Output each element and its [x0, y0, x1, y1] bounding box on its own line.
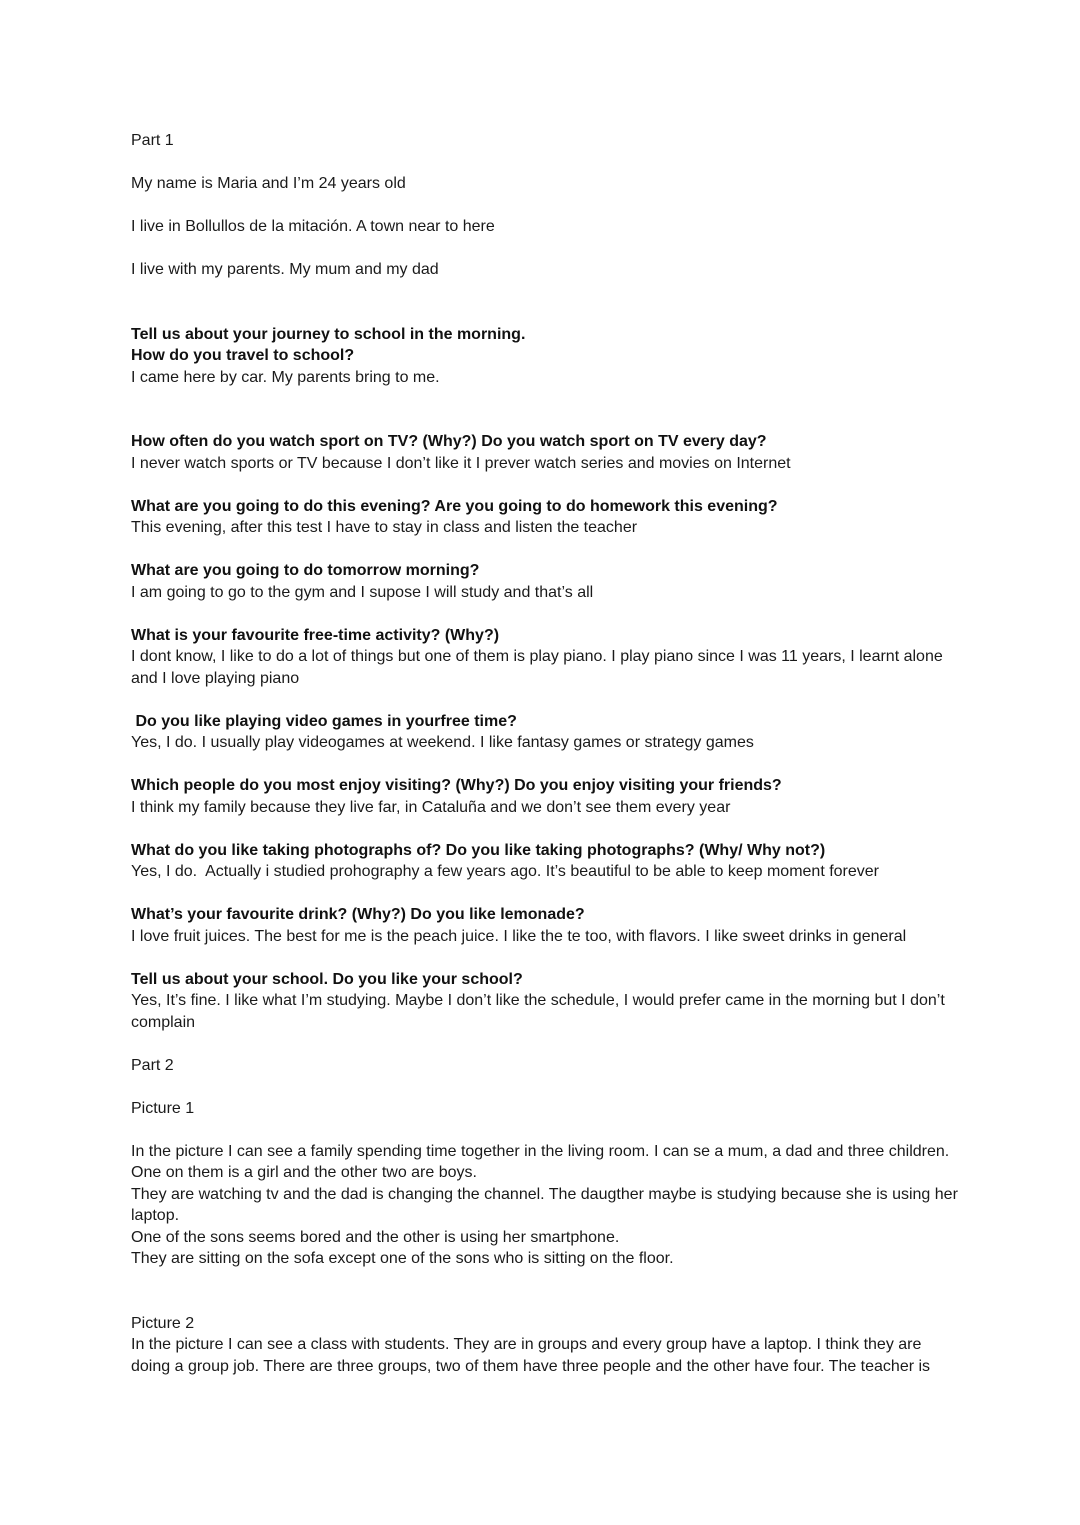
question: How do you travel to school?	[131, 347, 355, 364]
picture1-label: Picture 1	[131, 1099, 195, 1117]
question: What’s your favourite drink? (Why?) Do you like lemonade?	[131, 906, 585, 923]
picture1-description	[131, 1141, 961, 1270]
picture2-label: Picture 2	[131, 1314, 195, 1332]
question: What are you going to do tomorrow morning?	[131, 562, 480, 579]
qa-block-evening	[131, 496, 961, 539]
qa-block-visiting	[131, 775, 961, 818]
answer: I am going to go to the gym and I supose I will study and that’s all	[131, 583, 594, 601]
answer: This evening, after this test I have to stay in class and listen the teacher	[131, 519, 638, 536]
picture2-paragraph: In the picture I can see a class with students. They are in groups and every group have a laptop. I think they are doing a group job. There are three groups, two of them have three people and the other have four. The teacher is	[131, 1336, 931, 1375]
answer: I came here by car. My parents bring to me.	[131, 368, 440, 386]
question: How often do you watch sport on TV? (Why?) Do you watch sport on TV every day?	[131, 433, 767, 450]
question: Which people do you most enjoy visiting? (Why?) Do you enjoy visiting your friends?	[131, 777, 782, 794]
answer: Yes, It’s fine. I like what I’m studying. Maybe I don’t like the schedule, I would prefer came in the morning but I don’t complain	[131, 992, 945, 1031]
question: What are you going to do this evening? Are you going to do homework this evening?	[131, 497, 778, 515]
qa-block-tomorrow	[131, 560, 961, 603]
qa-block-drink	[131, 904, 961, 947]
answer: Yes, I do. Actually i studied prohography a few years ago. It’s beautiful to be able to keep moment forever	[131, 863, 880, 880]
question: What is your favourite free-time activity? (Why?)	[131, 626, 500, 644]
answer: I think my family because they live far, in Cataluña and we don’t see them every year	[131, 798, 731, 816]
answer: I dont know, I like to do a lot of things but one of them is play piano. I play piano since I was 11 years, I learnt alone and I love playing piano	[131, 648, 943, 687]
qa-block-free-time	[131, 625, 961, 690]
question: What do you like taking photographs of? Do you like taking photographs? (Why/ Why not?)	[131, 841, 826, 859]
part2-heading: Part 2	[131, 1056, 174, 1074]
intro-line-name: My name is Maria and I’m 24 years old	[131, 175, 406, 192]
answer: Yes, I do. I usually play videogames at weekend. I like fantasy games or strategy games	[131, 734, 754, 751]
intro-line-family: I live with my parents. My mum and my dad	[131, 261, 439, 278]
picture1-paragraph: They are sitting on the sofa except one of the sons who is sitting on the floor.	[131, 1250, 674, 1267]
part1-heading: Part 1	[131, 132, 174, 149]
qa-block-journey	[131, 324, 961, 389]
qa-block-school	[131, 969, 961, 1034]
question: Tell us about your journey to school in the morning.	[131, 325, 526, 343]
qa-block-video-games	[131, 711, 961, 754]
qa-block-photographs	[131, 840, 961, 883]
qa-block-sport	[131, 431, 961, 474]
answer: I love fruit juices. The best for me is the peach juice. I like the te too, with flavors. I like sweet drinks in general	[131, 927, 907, 945]
intro-line-town: I live in Bollullos de la mitación. A town near to here	[131, 218, 495, 235]
document-body	[131, 130, 961, 1377]
question: Do you like playing video games in yourfree time?	[131, 712, 517, 730]
picture1-paragraph: They are watching tv and the dad is changing the channel. The daugther maybe is studying because she is using her laptop.	[131, 1185, 958, 1224]
picture1-paragraph: In the picture I can see a family spending time together in the living room. I can se a mum, a dad and three children. One on them is a girl and the other two are boys.	[131, 1142, 950, 1181]
picture1-paragraph: One of the sons seems bored and the other is using her smartphone.	[131, 1228, 620, 1246]
question: Tell us about your school. Do you like your school?	[131, 970, 523, 988]
answer: I never watch sports or TV because I don’t like it I prever watch series and movies on Internet	[131, 454, 791, 472]
